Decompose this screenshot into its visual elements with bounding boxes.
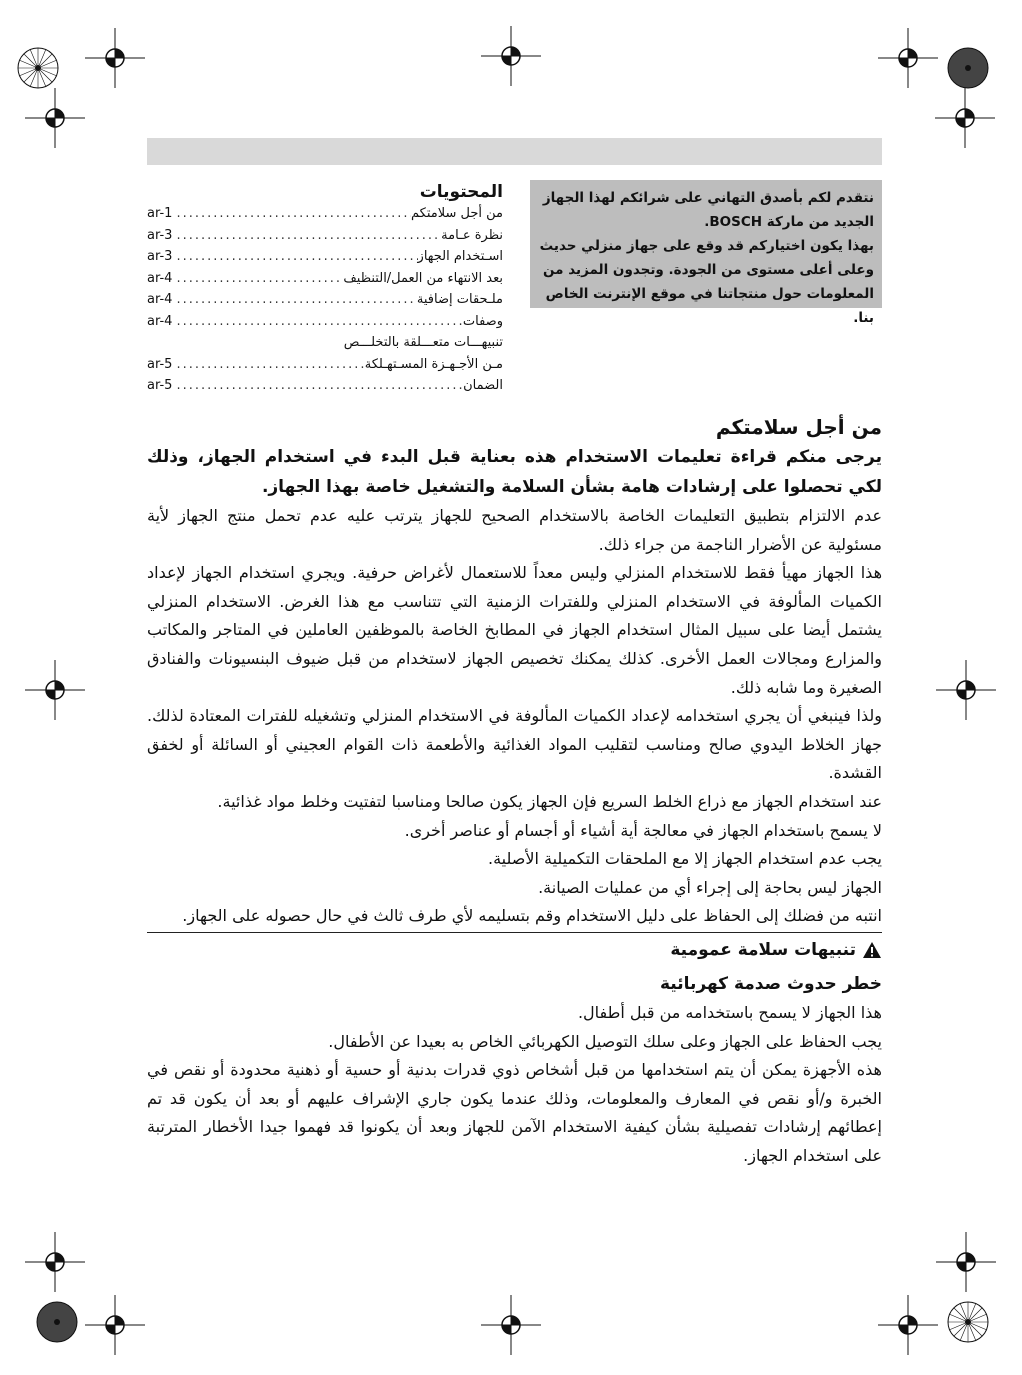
toc-leader xyxy=(172,314,462,329)
registration-mark-top-right xyxy=(878,28,938,88)
registration-mark-top-middle xyxy=(481,26,541,86)
toc-item-continued: تنبيهـــات متعـــلقة بالتخلـــص xyxy=(343,335,503,350)
registration-mark-mid-right xyxy=(936,660,996,720)
toc-item[interactable] xyxy=(147,206,503,228)
toc-item-page: ar-5 xyxy=(147,356,173,372)
toc-item-label: من أجل سلامتكم xyxy=(411,206,503,221)
toc-item-label: ملـحقات إضافية xyxy=(416,292,503,307)
general-safety-section xyxy=(147,935,882,1171)
toc-item-page: ar-4 xyxy=(147,292,173,307)
intro-line: المعلومات حول منتجاتنا في موقع الإنترنت الخاص بنا. xyxy=(545,286,874,326)
registration-mark-top-left-lower xyxy=(25,88,85,148)
safety-paragraph: عند استخدام الجهاز مع ذراع الخلط السريع فإن الجهاز يكون صالحا ومناسبا لتفتيت وخلط مواد غذائية. xyxy=(217,791,882,811)
registration-mark-mid-left xyxy=(25,660,85,720)
registration-mark-bottom-left-upper xyxy=(25,1232,85,1292)
registration-mark-top-center xyxy=(85,28,145,88)
toc-item-label: مـن الأجـهـزة المسـتهـلكة xyxy=(364,356,503,372)
toc-leader xyxy=(172,357,364,372)
general-safety-title: تنبيهات سلامة عمومية xyxy=(670,940,856,960)
safety-paragraph: ولذا فينبغي أن يجري استخدامه لإعداد الكميات المألوفة في الاستخدام المنزلي وتشغيله للفترات المعتادة لذلك. جهاز الخلاط اليدوي صالح ومناسب لتقليب المواد الغذائية والأطعمة ذات القوام العجيني أو السائلة أو لخفق القشدة. xyxy=(147,706,882,783)
toc-leader xyxy=(172,206,411,221)
header-bar xyxy=(147,138,882,165)
toc-item-page: ar-4 xyxy=(147,270,173,286)
general-paragraph: هذه الأجهزة يمكن أن يتم استخدامها من قبل أشخاص ذوي قدرات بدنية أو حسية أو ذهنية محدودة أو نقص في الخبرة و/أو نقص في المعارف والمعلومات، وذلك عندما يكون جاري الإشراف عليهم أو بعد أن يكون قد تم إعطائهم إرشادات تفصيلية بشأن كيفية الاستخدام الآمن للجهاز وبعد أن يكونوا قد فهموا جيدا الأخطار المترتبة على استخدام الجهاز. xyxy=(147,1060,882,1165)
toc-item-page: ar-3 xyxy=(147,227,173,243)
registration-mark-bottom-right-upper xyxy=(936,1232,996,1292)
toc-leader xyxy=(172,271,343,286)
toc-leader xyxy=(172,378,463,393)
toc-item-label: نظرة عـامة xyxy=(441,227,503,243)
safety-section xyxy=(147,412,882,931)
toc-item[interactable] xyxy=(147,378,503,400)
toc-item[interactable] xyxy=(147,357,503,379)
intro-box xyxy=(530,180,882,326)
general-paragraph: هذا الجهاز لا يسمح باستخدامه من قبل أطفال. xyxy=(577,1003,882,1022)
safety-paragraph: لا يسمح باستخدام الجهاز في معالجة أية أشياء أو أجسام أو عناصر أخرى. xyxy=(404,820,882,840)
general-paragraph: يجب الحفاظ على الجهاز وعلى سلك التوصيل الكهربائي الخاص به بعيدا عن الأطفال. xyxy=(328,1031,882,1051)
section-divider xyxy=(147,932,882,933)
registration-mark-bottom-right xyxy=(878,1295,938,1355)
registration-mark-bottom-left-dark xyxy=(27,1292,87,1352)
intro-line: وعلى أعلى مستوى من الجودة. وتجدون المزيد من xyxy=(543,262,874,278)
toc-item[interactable] xyxy=(147,314,503,336)
table-of-contents xyxy=(147,178,503,400)
toc-leader xyxy=(172,228,441,243)
general-safety-heading xyxy=(147,935,882,965)
safety-paragraph: هذا الجهاز مهيأ فقط للاستخدام المنزلي وليس معداً للاستعمال لأغراض حرفية. ويجري استخدام الجهاز لإعداد الكميات المألوفة في الاستخدام المنزلي وللفترات الزمنية التي تتناسب مع هذا الغرض. الاستخدام المنزلي يشتمل أيضا على سبيل المثال استخدام الجهاز في المطابخ الخاصة بالموظفين العاملين في المتاجر والمكاتب والمزارع ومجالات العمل الأخرى. كذلك يمكنك تخصيص الجهاز لاستخدام من قبل ضيوف البنسيونات والفنادق الصغيرة وما شابه ذلك. xyxy=(147,563,882,697)
toc-item-label: الضمان xyxy=(463,378,503,393)
toc-item[interactable] xyxy=(147,271,503,293)
electric-shock-subtitle: خطر حدوث صدمة كهربائية xyxy=(659,974,882,994)
toc-item[interactable] xyxy=(147,292,503,314)
safety-title: من أجل سلامتكم xyxy=(715,415,882,439)
toc-item-page: ar-5 xyxy=(147,378,173,393)
toc-leader xyxy=(172,292,416,307)
safety-paragraph: يجب عدم استخدام الجهاز إلا مع الملحقات التكميلية الأصلية. xyxy=(487,849,882,869)
toc-item-page: ar-4 xyxy=(147,313,173,329)
toc-item-page: ar-3 xyxy=(147,249,173,264)
toc-leader xyxy=(172,249,417,264)
toc-item[interactable] xyxy=(147,249,503,271)
toc-item-label: بعد الانتهاء من العمل/التنظيف xyxy=(343,270,503,286)
warning-icon xyxy=(862,941,882,959)
intro-line: الجديد من ماركة BOSCH. xyxy=(704,214,874,230)
registration-mark-bottom-right-star xyxy=(938,1292,998,1352)
toc-item-label: اسـتخدام الجهاز xyxy=(417,249,503,264)
toc-title: المحتويات xyxy=(419,182,503,202)
toc-item-page: ar-1 xyxy=(147,206,173,221)
intro-line: نتقدم لكم بأصدق التهاني على شرائكم لهذا الجهاز xyxy=(542,190,874,206)
safety-paragraph: الجهاز ليس بحاجة إلى إجراء أي من عمليات الصيانة. xyxy=(538,877,882,897)
registration-mark-bottom-middle xyxy=(481,1295,541,1355)
toc-item[interactable] xyxy=(147,228,503,250)
safety-intro: يرجى منكم قراءة تعليمات الاستخدام هذه بعناية قبل البدء في استخدام الجهاز، وذلك لكي تحصلوا على إرشادات هامة بشأن السلامة والتشغيل خاصة بهذا الجهاز. xyxy=(147,447,882,497)
safety-paragraph: عدم الالتزام بتطبيق التعليمات الخاصة بالاستخدام الصحيح للجهاز يترتب عليه عدم تحمل منتج الجهاز لأية مسئولية عن الأضرار الناجمة من جراء ذلك. xyxy=(147,506,882,554)
registration-mark-bottom-left xyxy=(85,1295,145,1355)
intro-line: بهذا يكون اختياركم قد وقع على جهاز منزلي حديث xyxy=(539,238,874,254)
safety-paragraph: انتبه من فضلك إلى الحفاظ على دليل الاستخدام وقم بتسليمه لأي طرف ثالث في حال حصوله على الجهاز. xyxy=(182,906,882,926)
registration-mark-top-right-lower xyxy=(935,88,995,148)
toc-item-label: وصفات xyxy=(462,313,503,329)
